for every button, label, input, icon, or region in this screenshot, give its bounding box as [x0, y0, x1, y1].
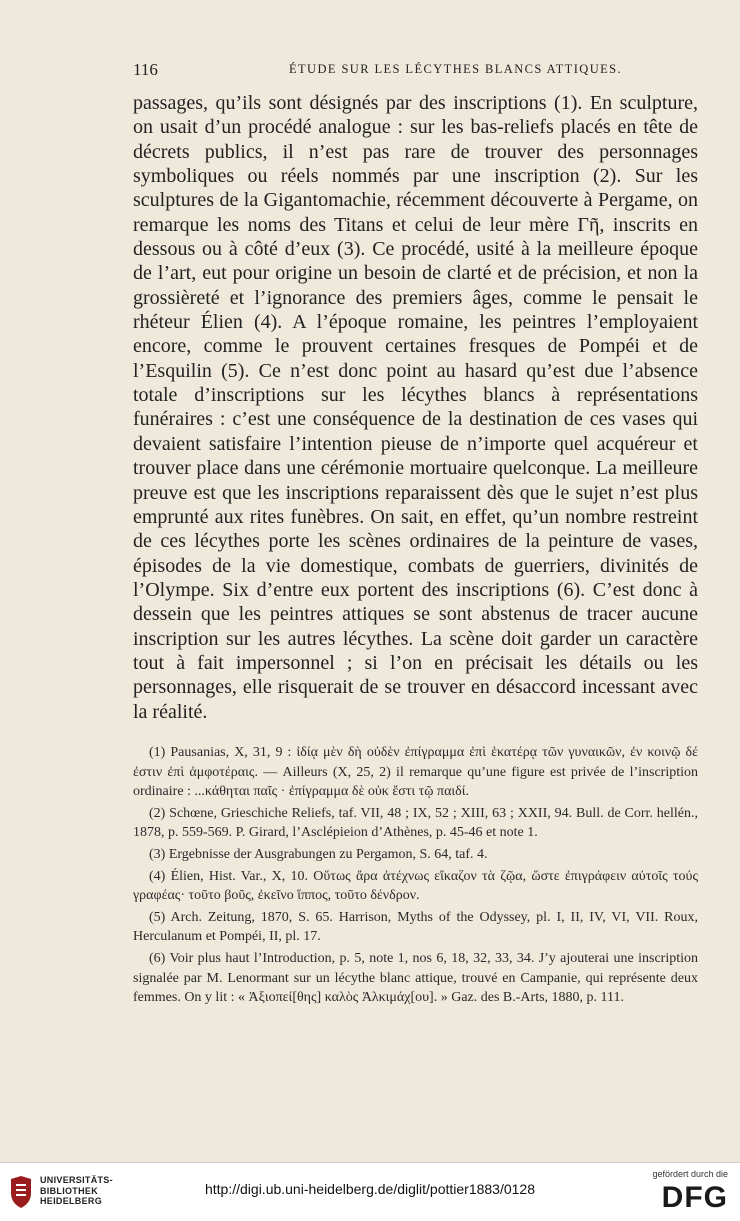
funder-caption: gefördert durch die [652, 1169, 728, 1179]
footnote-2: (2) Schœne, Grieschiche Reliefs, taf. VII, 48 ; IX, 52 ; XIII, 63 ; XXII, 94. Bull. de Corr. hellén., 1878, p. 559-569. P. Girard, l’Asclépieion d’Athènes, p. 45-46 et note 1. [133, 805, 698, 841]
page-header [133, 60, 698, 82]
footnote-4: (4) Élien, Hist. Var., X, 10. Οὕτως ἄρα ἀτέχνως εἴκαζον τὰ ζῷα, ὥστε ἐπιγράφειν αὐτοῖς τούς γραφέας· τοῦτο βοῦς, ἐκεῖνο ἵππος, τοῦτο δένδρον. [133, 868, 698, 904]
footnotes [133, 743, 698, 1010]
permalink-url[interactable]: http://digi.ub.uni-heidelberg.de/diglit/pottier1883/0128 [204, 1181, 536, 1197]
footnote-5: (5) Arch. Zeitung, 1870, S. 65. Harrison, Myths of the Odyssey, pl. I, II, IV, VI, VII. Roux, Herculanum et Pompéi, II, pl. 17. [133, 909, 698, 945]
body-paragraph: passages, qu’ils sont désignés par des inscriptions (1). En sculpture, on usait d’un procédé analogue : sur les bas-reliefs placés en tête de décrets publics, il n’est pas rare de trouver des personnages symboliques ou réels nommés par une inscription (2). Sur les sculptures de la Gigantomachie, récemment découverte à Pergame, on remarque les noms des Titans et celui de leur mère Γῆ, inscrits en dessous ou à côté d’eux (3). Ce procédé, usité à la meilleure époque de l’art, eut pour origine un besoin de clarté et de précision, et non la grossièreté et l’ignorance des premiers âges, comme le pensait le rhéteur Élien (4). A l’époque romaine, les peintres l’employaient encore, comme le prouvent certaines fresques de Pompéi et de l’Esquilin (5). Ce n’est donc point au hasard qu’est due l’absence totale d’inscriptions sur les lécythes blancs à représentations funéraires : c’est une conséquence de la destination de ces vases qui devaient satisfaire l’intention pieuse de n’importe quel acquéreur et trouver place dans une cérémonie mortuaire quelconque. La meilleure preuve est que les inscriptions reparaissent dès que le sujet n’est plus emprunté aux rites funèbres. On sait, en effet, qu’un nombre restreint de ces lécythes porte les scènes ordinaires de la peinture de vases, épisodes de la vie domestique, combats de guerriers, divinités de l’Olympe. Six d’entre eux portent des inscriptions (6). C’est donc à dessein que les peintres attiques se sont abstenus de tracer aucune inscription sur les autres lécythes. La scène doit garder un caractère tout à fait impersonnel ; si l’on en précisait les détails ou les personnages, elle risquerait de se trouver en désaccord incessant avec la réalité. [133, 92, 698, 723]
running-title: ÉTUDE SUR LES LÉCYTHES BLANCS ATTIQUES. [288, 62, 623, 76]
footnote-3: (3) Ergebnisse der Ausgrabungen zu Pergamon, S. 64, taf. 4. [149, 846, 488, 862]
footnote-6: (6) Voir plus haut l’Introduction, p. 5, note 1, nos 6, 18, 32, 33, 34. J’y ajouterai une inscription signalée par M. Lenormant sur un lécythe blanc attique, trouvé en Campanie, qui représente deux femmes. On y lit : « Ἀξιοπεί[θης] καλὸς Ἀλκιμάχ[ου]. » Gaz. des B.-Arts, 1880, p. 111. [133, 950, 698, 1006]
dfg-logo: DFG [661, 1181, 728, 1214]
footnote-1: (1) Pausanias, X, 31, 9 : ἰδίᾳ μὲν δὴ οὐδὲν ἐπίγραμμα ἐπὶ ἑκατέρᾳ τῶν γυναικῶν, ἐν κοινῷ δέ ἐστιν ἐπὶ ἀμφοτέραις. — Ailleurs (X, 25, 2) il remarque qu’une figure est privée de l’inscription ordinaire : ...κάθηται παῖς · ἐπίγραμμα δὲ οὐκ ἔστι τῷ παιδί. [133, 745, 698, 800]
page-number: 116 [133, 60, 158, 79]
institution-name: UNIVERSITÄTS- BIBLIOTHEK HEIDELBERG [40, 1175, 113, 1206]
viewer-footer [0, 1162, 740, 1221]
body-text [133, 91, 698, 724]
